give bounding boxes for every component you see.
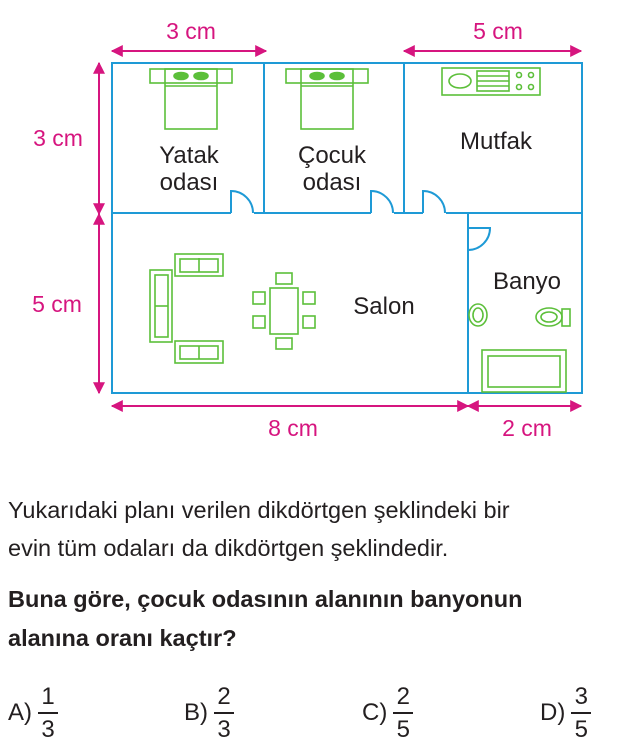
fraction-numerator: 3 [574,683,588,710]
bed-icon [286,69,368,129]
option-fraction [571,683,591,743]
room-label-bedroom-line2: odası [159,169,219,196]
door-swings [231,191,490,250]
room-label-kids-line2: odası [302,169,362,196]
question-line-1: Buna göre, çocuk odasının alanının banyonun [8,586,523,612]
fraction-bar [571,712,591,714]
fraction-bar [38,712,58,714]
room-label-living: Salon [353,293,415,320]
dim-label-left-top: 3 cm [33,125,83,151]
problem-description [8,491,614,567]
option-letter: C) [362,699,388,726]
dim-label-top-right: 5 cm [473,18,523,44]
option-fraction [38,683,58,743]
description-line-2: evin tüm odaları da dikdörtgen şeklindedir. [8,535,449,561]
bathtub-icon [482,350,566,392]
sink-icon [469,304,487,326]
dim-label-left-bottom: 5 cm [32,291,82,317]
fraction-numerator: 2 [217,683,231,710]
fraction-denominator: 5 [396,716,410,743]
option-letter: D) [540,699,566,726]
fraction-numerator: 2 [396,683,410,710]
option-letter: A) [8,699,32,726]
fraction-denominator: 3 [41,716,55,743]
dim-label-bottom-right: 2 cm [502,415,552,441]
walls [112,63,582,393]
room-label-kitchen: Mutfak [459,128,533,155]
option-fraction [393,683,413,743]
room-label-bathroom: Banyo [492,268,562,295]
furniture [150,68,570,392]
fraction-denominator: 5 [574,716,588,743]
fraction-bar [214,712,234,714]
option-fraction [214,683,234,743]
door-kitchen [423,191,445,213]
question-text [8,580,614,658]
option-d[interactable] [540,683,591,743]
option-a[interactable] [8,683,58,743]
toilet-icon [536,308,570,326]
room-label-kids-line1: Çocuk [297,142,367,169]
outer-wall [112,63,582,393]
dining-table-icon [253,273,315,349]
question-line-2: alanına oranı kaçtır? [8,625,237,651]
fraction-numerator: 1 [41,683,55,710]
sofa-set-icon [150,254,223,363]
door-kids [371,191,393,213]
option-c[interactable] [362,683,413,743]
description-line-1: Yukarıdaki planı verilen dikdörtgen şeklindeki bir [8,497,510,523]
dim-label-top-left: 3 cm [166,18,216,44]
fraction-bar [393,712,413,714]
dimension-lines [99,51,581,406]
fraction-denominator: 3 [217,716,231,743]
door-bedroom [231,191,253,213]
bed-icon [150,69,232,129]
option-b[interactable] [184,683,234,743]
room-label-bedroom-line1: Yatak [159,142,219,169]
door-bathroom [468,228,490,250]
dim-label-bottom-left: 8 cm [268,415,318,441]
option-letter: B) [184,699,208,726]
kitchen-counter-icon [442,68,540,95]
